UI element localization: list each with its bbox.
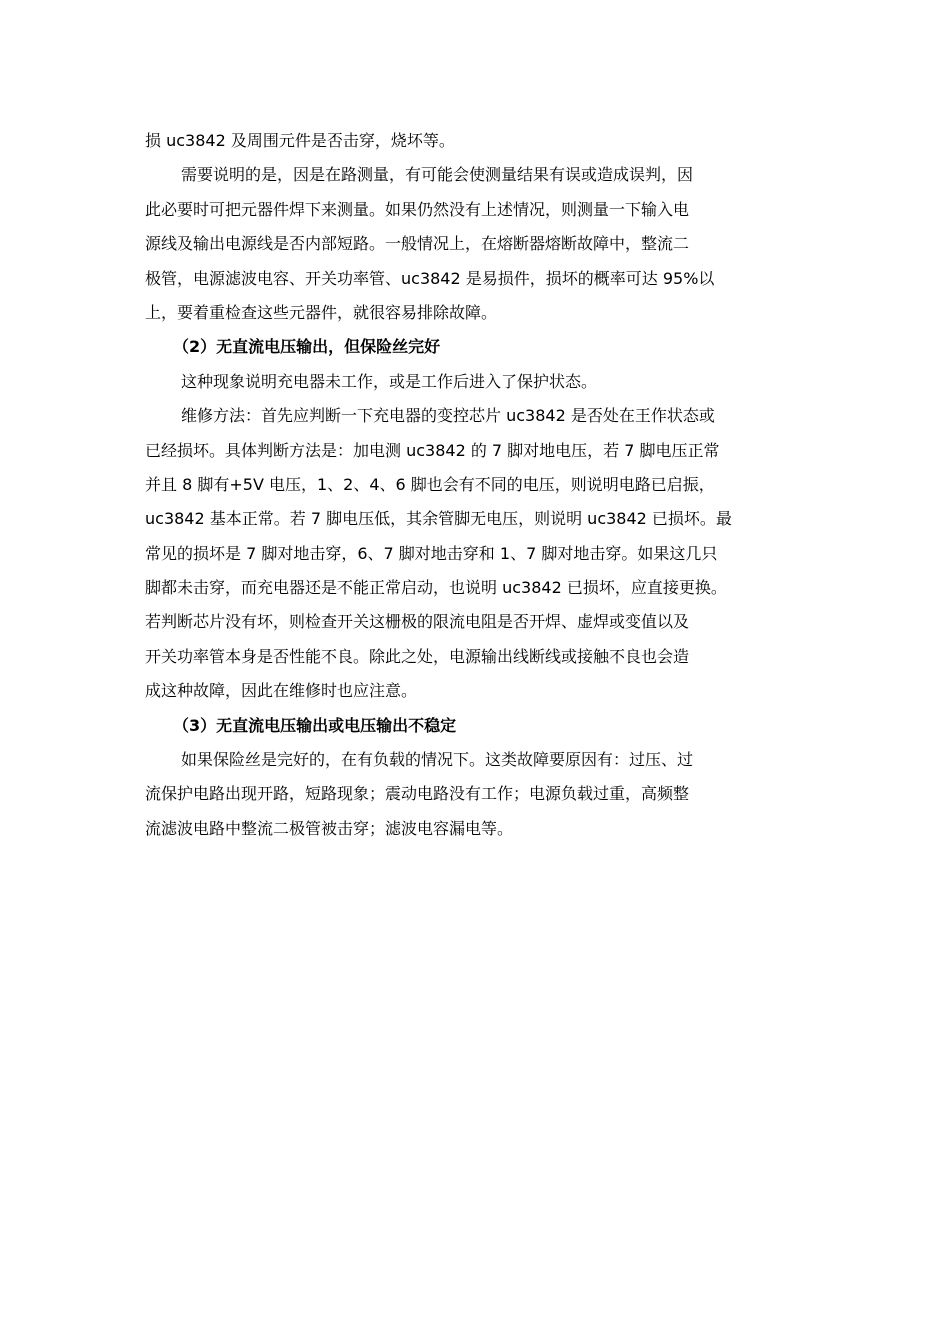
paragraph-start-line: 需要说明的是，因是在路测量，有可能会使测量结果有误或造成误判，因 <box>181 165 694 185</box>
text-line: uc3842 基本正常。若 7 脚电压低，其余管脚无电压，则说明 uc3842 已损坏。最 <box>145 509 732 529</box>
text-line: 并且 8 脚有+5V 电压，1、2、4、6 脚也会有不同的电压，则说明电路已启振， <box>145 474 715 494</box>
text-line: 损 uc3842 及周围元件是否击穿，烧坏等。 <box>145 131 455 150</box>
text-line: 流保护电路出现开路，短路现象；震动电路没有工作；电源负载过重，高频整 <box>145 784 690 804</box>
text-line: 开关功率管本身是否性能不良。除此之处，电源输出线断线或接触不良也会造 <box>145 646 690 666</box>
text-line: 成这种故障，因此在维修时也应注意。 <box>145 681 418 701</box>
text-line: 此必要时可把元器件焊下来测量。如果仍然没有上述情况，则测量一下输入电 <box>145 199 690 219</box>
text-line: 常见的损坏是 7 脚对地击穿，6、7 脚对地击穿和 1、7 脚对地击穿。如果这几只 <box>145 543 718 563</box>
text-line: 流滤波电路中整流二极管被击穿；滤波电容漏电等。 <box>145 818 514 838</box>
section-heading-2: （2）无直流电压输出，但保险丝完好 <box>173 337 441 357</box>
paragraph-start-line: 如果保险丝是完好的，在有负载的情况下。这类故障要原因有：过压、过 <box>181 750 694 770</box>
text-line: 上，要着重检查这些元器件，就很容易排除故障。 <box>145 302 498 322</box>
document-body <box>145 124 821 846</box>
section-heading-3: （3）无直流电压输出或电压输出不稳定 <box>173 715 457 735</box>
text-line: 已经损坏。具体判断方法是：加电测 uc3842 的 7 脚对地电压，若 7 脚电压正常 <box>145 440 720 460</box>
text-line: 极管，电源滤波电容、开关功率管、uc3842 是易损件，损坏的概率可达 95%以 <box>145 268 715 288</box>
text-line: 源线及输出电源线是否内部短路。一般情况上，在熔断器熔断故障中，整流二 <box>145 234 690 254</box>
paragraph-start-line: 这种现象说明充电器未工作，或是工作后进入了保护状态。 <box>181 371 598 391</box>
paragraph-start-line: 维修方法：首先应判断一下充电器的变控芯片 uc3842 是否处在王作状态或 <box>181 406 715 426</box>
text-line: 脚都未击穿，而充电器还是不能正常启动，也说明 uc3842 已损坏，应直接更换。 <box>145 578 727 598</box>
text-line: 若判断芯片没有坏，则检查开关这栅极的限流电阻是否开焊、虚焊或变值以及 <box>145 612 690 632</box>
